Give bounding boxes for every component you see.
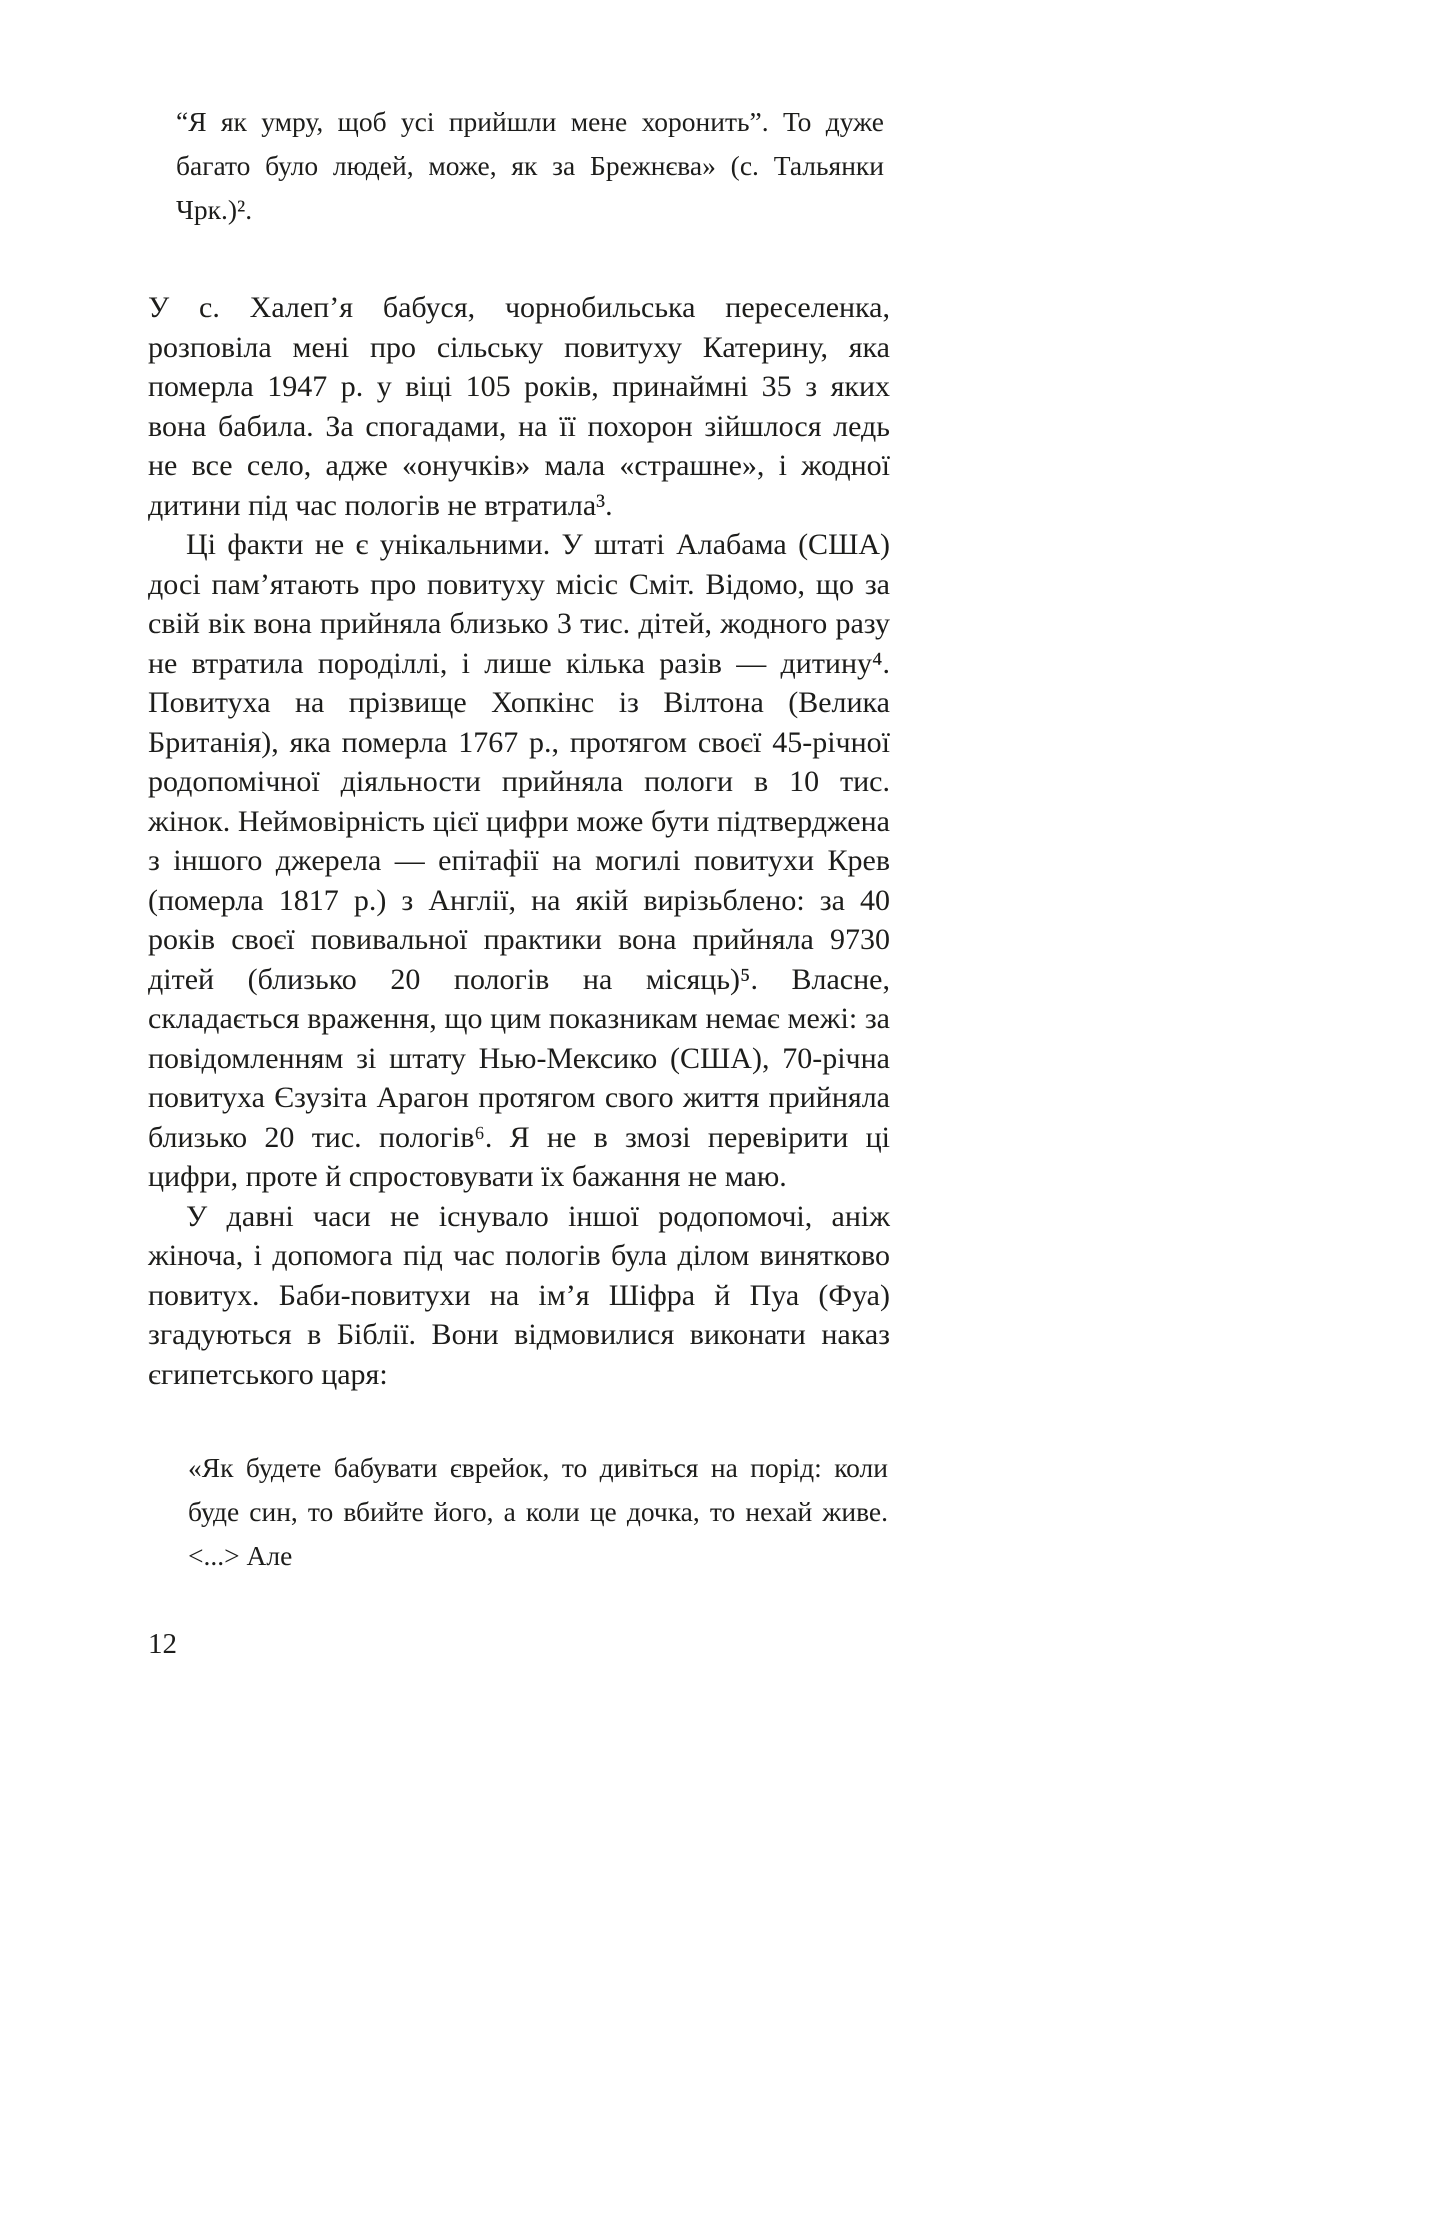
epigraph-quote: “Я як умру, щоб усі прийшли мене хоронить”. То дуже багато було людей, може, як за Брежнєва» (с. Тальянки Чрк.)². [176, 106, 884, 225]
scripture-quote: «Як будете бабувати єврейок, то дивіться на порід: коли буде син, то вбийте його, а коли це дочка, то нехай живе. <...> Але [188, 1452, 888, 1571]
body-paragraph: Ці факти не є унікальними. У штаті Алабама (США) досі пам’ятають про повитуху місіс Сміт. Відомо, що за свій вік вона прийняла близько 3 тис. дітей, жодного разу не втратила породіллі, і лише кілька разів — дитину⁴. Повитуха на прізвище Хопкінс із Вілтона (Велика Британія), яка померла 1767 р., протягом своєї 45-річної родопомічної діяльности прийняла пологи в 10 тис. жінок. Неймовірність цієї цифри може бути підтверджена з іншого джерела — епітафії на могилі повитухи Крев (померла 1817 р.) з Англії, на якій вирізьблено: за 40 років своєї повивальної практики вона прийняла 9730 дітей (близько 20 пологів на місяць)⁵. Власне, складається враження, що цим показникам немає межі: за повідомленням зі штату Нью-Мексико (США), 70-річна повитуха Єзузіта Арагон протягом свого життя прийняла близько 20 тис. пологів⁶. Я не в змозі перевірити ці цифри, проте й спростовувати їх бажання не маю. [148, 528, 890, 1193]
body-text [148, 288, 890, 1394]
body-paragraph: У с. Халеп’я бабуся, чорнобильська переселенка, розповіла мені про сільську повитуху Катерину, яка померла 1947 р. у віці 105 років, принаймні 35 з яких вона бабила. За спогадами, на її похорон зійшлося ледь не все село, адже «онучків» мала «страшне», і жодної дитини під час пологів не втратила³. [148, 291, 890, 522]
text-block [148, 100, 890, 1662]
page-number: 12 [148, 1628, 177, 1660]
body-paragraph: У давні часи не існувало іншої родопомочі, аніж жіноча, і допомога під час пологів була ділом винятково повитух. Баби-повитухи на ім’я Шіфра й Пуа (Фуа) згадуються в Біблії. Вони відмовилися виконати наказ єгипетського царя: [148, 1199, 890, 1391]
